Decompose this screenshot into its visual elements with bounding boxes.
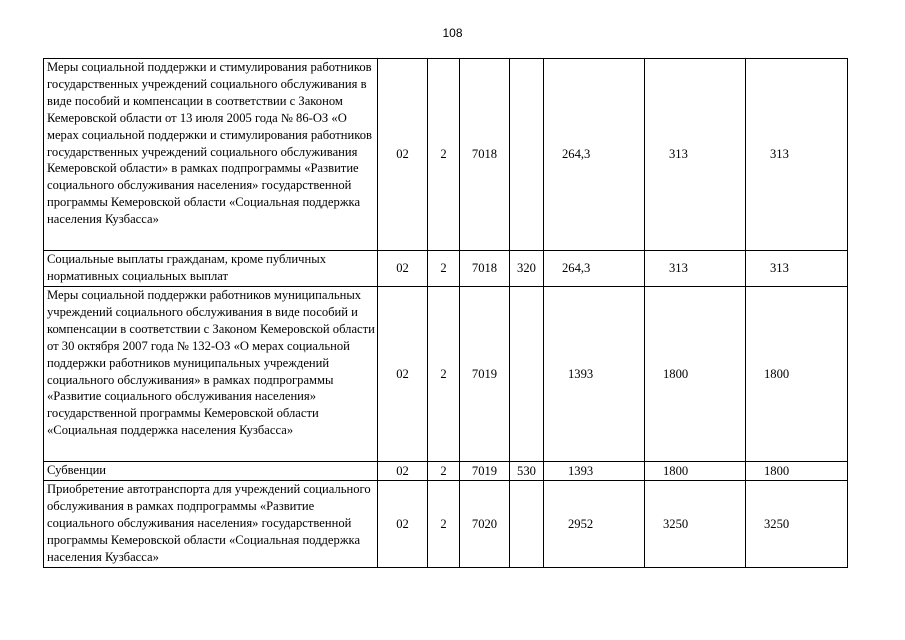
table-row [44,462,848,481]
amount-year-1: 2952 [544,481,645,568]
row-description: Субвенции [44,462,378,481]
row-description: Социальные выплаты гражданам, кроме публичных нормативных социальных выплат [44,251,378,287]
target-code: 7019 [460,462,510,481]
row-description: Меры социальной поддержки работников муниципальных учреждений социального обслуживания в виде пособий и компенсации в соответствии с Законом Кемеровской области от 30 октября 2007 года № 132-ОЗ «О мерах социальной поддержки работников муниципальных учреждений социального обслуживания» в рамках подпрограммы «Развитие социального обслуживания населения» государственной программы Кемеровской области «Социальная поддержка населения Кузбасса» [44,287,378,462]
subsection-code: 2 [428,287,460,462]
amount-year-2: 1800 [645,462,746,481]
table-row [44,481,848,568]
table-row [44,287,848,462]
amount-year-1: 1393 [544,462,645,481]
expense-type-code: 320 [510,251,544,287]
expense-type-code [510,481,544,568]
subsection-code: 2 [428,481,460,568]
target-code: 7020 [460,481,510,568]
section-code: 02 [378,287,428,462]
section-code: 02 [378,462,428,481]
table-row [44,59,848,251]
section-code: 02 [378,251,428,287]
target-code: 7018 [460,251,510,287]
amount-year-3: 3250 [746,481,848,568]
amount-year-3: 1800 [746,287,848,462]
subsection-code: 2 [428,251,460,287]
amount-year-1: 1393 [544,287,645,462]
subsection-code: 2 [428,462,460,481]
amount-year-3: 1800 [746,462,848,481]
expense-type-code: 530 [510,462,544,481]
expense-type-code [510,59,544,251]
amount-year-1: 264,3 [544,59,645,251]
page-number: 108 [442,26,463,40]
amount-year-2: 1800 [645,287,746,462]
budget-table [43,58,848,568]
row-description: Меры социальной поддержки и стимулирования работников государственных учреждений социального обслуживания в виде пособий и компенсации в соответствии с Законом Кемеровской области от 13 июля 2005 года № 86-ОЗ «О мерах социальной поддержки и стимулирования работников государственных учреждений социального обслуживания Кемеровской области» в рамках подпрограммы «Развитие социального обслуживания населения» государственной программы Кемеровской области «Социальная поддержка населения Кузбасса» [44,59,378,251]
subsection-code: 2 [428,59,460,251]
amount-year-2: 3250 [645,481,746,568]
amount-year-2: 313 [645,251,746,287]
target-code: 7019 [460,287,510,462]
expense-type-code [510,287,544,462]
row-description: Приобретение автотранспорта для учреждений социального обслуживания в рамках подпрограммы «Развитие социального обслуживания населения» государственной программы Кемеровской области «Социальная поддержка населения Кузбасса» [44,481,378,568]
section-code: 02 [378,59,428,251]
amount-year-3: 313 [746,251,848,287]
amount-year-3: 313 [746,59,848,251]
amount-year-2: 313 [645,59,746,251]
table-row [44,251,848,287]
amount-year-1: 264,3 [544,251,645,287]
section-code: 02 [378,481,428,568]
target-code: 7018 [460,59,510,251]
